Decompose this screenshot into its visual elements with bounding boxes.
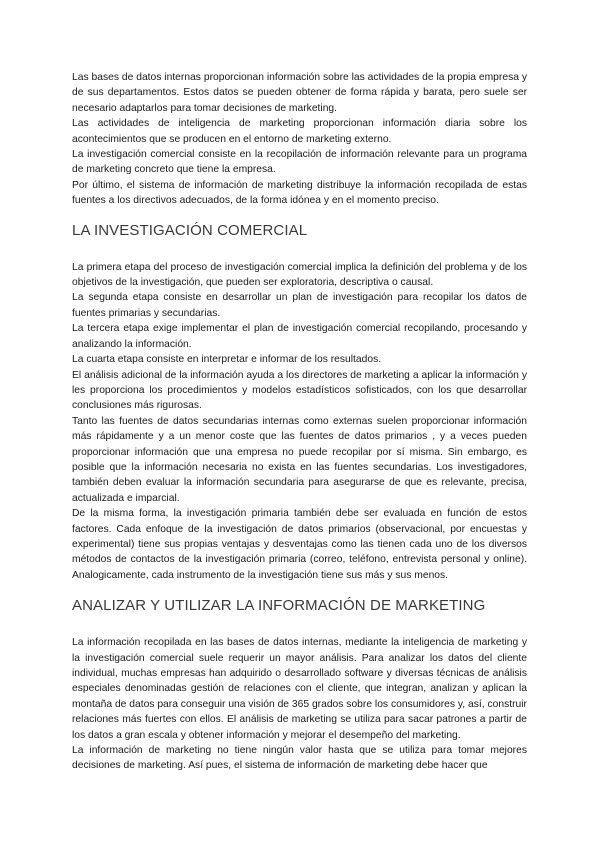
paragraph-using-information: La información de marketing no tiene ningún valor hasta que se utiliza para tomar mejores decisiones de marketing. Así pues, el sistema de información de marketing debe hacer que: [72, 745, 527, 772]
paragraph-third-stage: La tercera etapa exige implementar el plan de investigación comercial recopilando, procesando y analizando la información.: [72, 323, 527, 350]
paragraph-second-stage: La segunda etapa consiste en desarrollar un plan de investigación para recopilar los datos de fuentes primarias y secundarias.: [72, 292, 527, 319]
intro-paragraph-information-system: Por último, el sistema de información de marketing distribuye la información recopilada de estas fuentes a los directivos adecuados, de la forma idónea y en el momento preciso.: [72, 179, 527, 207]
intro-paragraph-commercial-research: La investigación comercial consiste en la recopilación de información relevante para un programa de marketing concreto que tiene la empresa.: [72, 149, 527, 176]
section-heading-investigacion: LA INVESTIGACIÓN COMERCIAL: [72, 221, 308, 239]
paragraph-data-analysis: La información recopilada en las bases de datos internas, mediante la inteligencia de marketing y la investigación comercial suele requerir un mayor análisis. Para analizar los datos del cliente individual, muchas empresas han adquirido o desarrollado software y diversas técnicas de análisis especiales denominadas gestión de relaciones con el cliente, que integran, analizan y aplican la montaña de datos para conseguir una visión de 365 grados sobre los consumidores y, así, construir relaciones más fuertes con ellos. El análisis de marketing se utiliza para sacar patrones a partir de los datos a gran escala y obtener información y mejorar el desempeño del marketing.: [72, 637, 527, 741]
intro-paragraph-internal-databases: Las bases de datos internas proporcionan información sobre las actividades de la propia empresa y de sus departamentos. Estos datos se pueden obtener de forma rápida y barata, pero suele ser necesario adaptarlos para tomar decisiones de marketing.: [72, 72, 527, 114]
paragraph-primary-research: De la misma forma, la investigación primaria también debe ser evaluada en función de estos factores. Cada enfoque de la investigación de datos primarios (observacional, por encuestas y experimental) tiene sus propias ventajas y desventajas como las tienen cada uno de los diversos métodos de contactos de la investigación primaria (correo, teléfono, entrevista personal y online). Analogicamente, cada instrumento de la investigación tiene sus más y sus menos.: [72, 508, 527, 581]
paragraph-first-stage: La primera etapa del proceso de investigación comercial implica la definición del problema y de los objetivos de la investigación, que pueden ser exploratoria, descriptiva o causal.: [72, 261, 527, 289]
section-intro: [72, 70, 527, 209]
intro-paragraph-marketing-intelligence: Las actividades de inteligencia de marketing proporcionan información diaria sobre los acontecimientos que se producen en el entorno de marketing externo.: [72, 118, 527, 145]
section-investigacion-comercial: [72, 222, 527, 584]
section-heading-analizar: ANALIZAR Y UTILIZAR LA INFORMACIÓN DE MARKETING: [72, 597, 486, 615]
paragraph-additional-analysis: El análisis adicional de la información ayuda a los directores de marketing a aplicar la información y les proporciona los procedimientos y modelos estadísticos sofisticados, con los que desarrollar conclusiones más rigurosas.: [72, 369, 527, 412]
section-analizar-informacion: [72, 597, 527, 774]
document-page: [72, 70, 527, 774]
paragraph-fourth-stage: La cuarta etapa consiste en interpretar e informar de los resultados.: [72, 354, 382, 366]
paragraph-secondary-sources: Tanto las fuentes de datos secundarias internas como externas suelen proporcionar información más rápidamente y a un menor coste que las fuentes de datos primarios , y a veces pueden proporcionar información que una empresa no puede recopilar por sí misma. Sin embargo, es posible que la información necesaria no exista en las fuentes secundarias. Los investigadores, también deben evaluar la información secundaria para asegurarse de que es relevante, precisa, actualizada e imparcial.: [72, 415, 527, 504]
